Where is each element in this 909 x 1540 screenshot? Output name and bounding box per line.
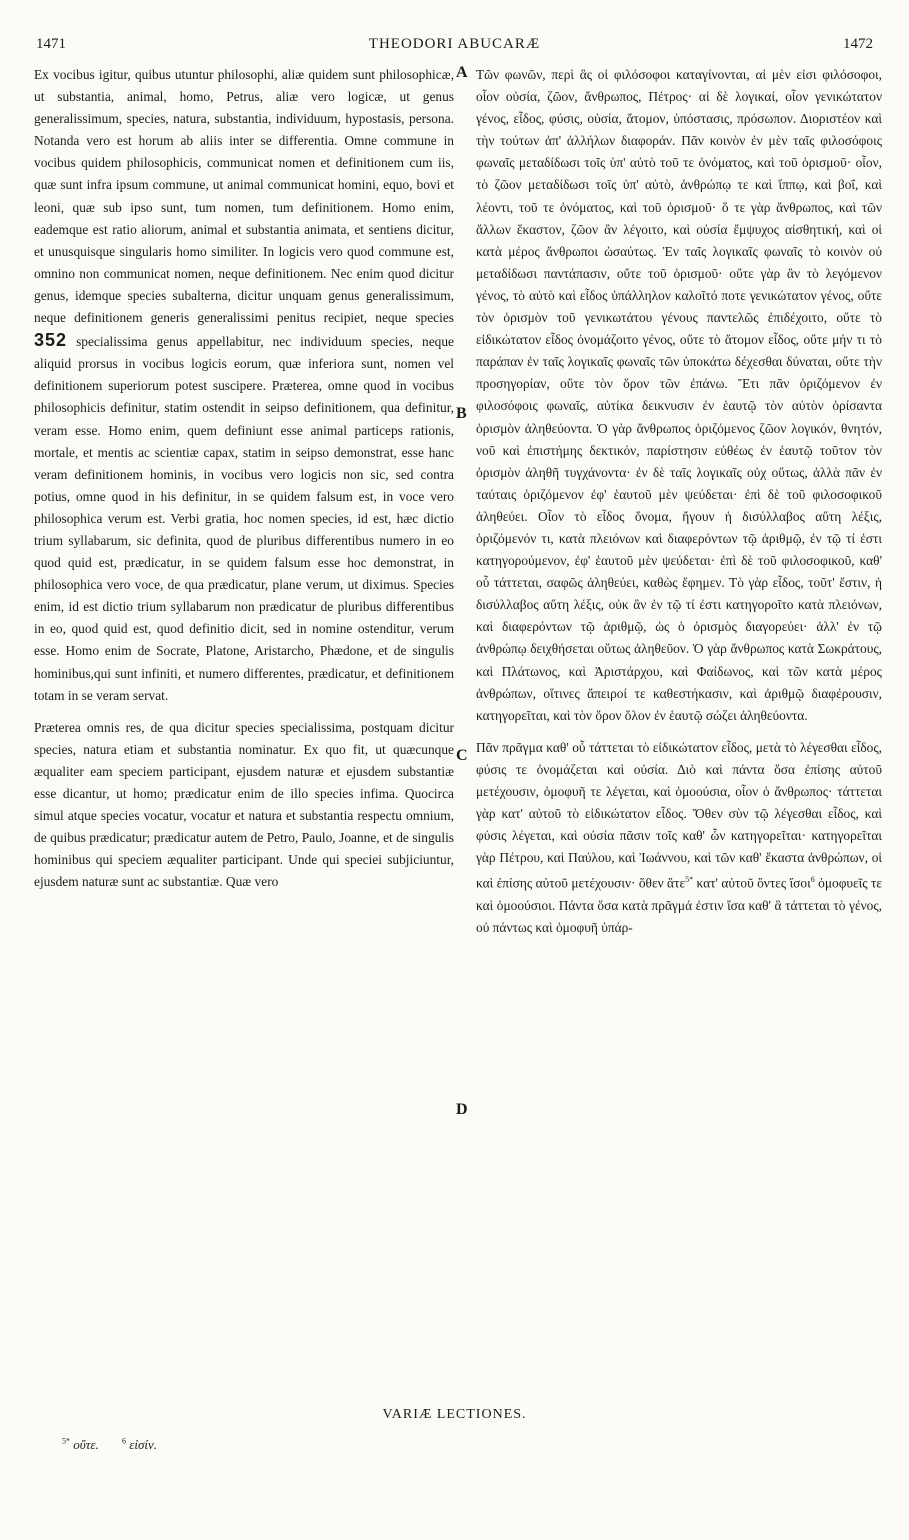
footnote-ref-5: 5*: [685, 875, 694, 885]
margin-marker-a: A: [456, 64, 468, 81]
latin-paragraph-2: Præterea omnis res, de qua dicitur species specialissima, postquam dicitur species, natura etiam et substantia nominatur. Ex quo fit, ut quæcunque æqualiter eam speciem participant, ejusdem naturæ et ejusdem substantiæ esse dicantur, ut homo; prædicatur enim de illo species infima. Quocirca simul atque species vocatur, vocatur et natura et substantia respectu omnium, de quibus prædicatur; prædicatur autem de Petro, Paulo, Joanne, et de singulis hominibus qui speciem æqualiter participant. Unde qui speciei subjiciuntur, ejusdem naturæ sunt ac substantiæ. Quæ vero: [34, 719, 454, 890]
running-title: THEODORI ABUCARÆ: [368, 36, 541, 52]
greek-paragraph-2-part-b: κατ' αὐτοῦ ὄντες ἴσοι: [696, 875, 811, 891]
variae-lectiones-title: VARIÆ LECTIONES.: [382, 1407, 527, 1422]
variant-note-2: [122, 1437, 157, 1452]
greek-paragraph-2-part-c: ὁμοφυεῖς τε καὶ ὁμοούσιοι. Πάντα ὅσα κατὰ πρᾶγμά ἐστιν ἴσα καθ' ἃ τάττεται τὸ γένος, οὐ πάντως καὶ ὁμοφυῆ ὑπάρ-: [476, 875, 882, 936]
greek-paragraph-2-part-a: Πᾶν πρᾶγμα καθ' οὗ τάττεται τὸ εἰδικώτατον εἶδος, μετὰ τὸ λέγεσθαι εἶδος, φύσις τε ὀνομάζεται καὶ οὐσία. Διὸ καὶ πάντα ὅσα ἐπίσης αὐτοῦ μετέχουσιν, ὁμοφυῆ τε λέγεται, καὶ ὁμοούσια, οἷον ὁ ἄνθρωπος· τάττεται γὰρ κατ' αὐτοῦ τὸ εἰδικώτατον εἶδος. Ὅθεν σὺν τῷ λέγεσθαι εἶδος, καὶ φύσις λέγεται, καὶ οὐσία πᾶσιν τοῖς καθ' ὧν κατηγορεῖται· κατηγορεῖται γὰρ Πέτρου, καὶ Παύλου, καὶ Ἰωάννου, καὶ τῶν καθ' ἕκαστα ἀνθρώπων, οἱ καὶ ἐπίσης αὐτοῦ μετέχουσιν· ὅθεν ἅτε: [476, 739, 882, 891]
margin-marker-b: B: [456, 405, 467, 422]
greek-column: [476, 64, 882, 939]
column-number: 352: [34, 330, 68, 351]
variae-lectiones-notes: [62, 1437, 177, 1453]
variant-note-1-text: οὔτε.: [73, 1437, 99, 1453]
latin-paragraph-1-part-a: Ex vocibus igitur, quibus utuntur philosophi, aliæ quidem sunt philosophicæ, ut substantia, animal, homo, Petrus, aliæ vero logicæ, ut genus generalissimum, species, natura, substantia, individuum, hypostasis, persona. Notanda vero est horum ab aliis inter se differentia. Omne commune in vocibus quidem philosophicis, communicat nomen et definitionem cum iis, quæ sunt infra ipsum commune, ut animal communicat homini, equo, bovi et leoni, quæ sub ipso sunt, tum nomen, tum definitionem. Homo enim, eademque est ratio aliorum, animal et substantia animata, et sentiens dicitur, et unusquisque singularis homo similiter. In logicis vero quod commune est, omnino non communicat nomen, neque definitionem. Nec enim quod dicitur genus, idemque species subalterna, dicitur unquam genus generalissimum, neque definitionem generis generalissimi penitus recipiet, neque species: [34, 67, 454, 326]
greek-paragraph-1: Τῶν φωνῶν, περὶ ἃς οἱ φιλόσοφοι καταγίνονται, αἱ μὲν εἰσι φιλόσοφοι, οἷον οὐσία, ζῶον, ἄνθρωπος, Πέτρος· αἱ δὲ λογικαί, οἷον γενικώτατον γένος, εἶδος, φύσις, οὐσία, ἄτομον, ὑπόστασις, πρόσωπον. Διοριστέον καὶ τὴν τούτων ἀπ' ἀλλήλων διαφοράν. Πᾶν κοινὸν ἐν μὲν ταῖς φιλοσόφοις φωναῖς μεταδίδωσι τοῖς ὑπ' αὐτὸ τοῦ τε ὀνόματος, καὶ τοῦ ὁρισμοῦ· οἷον, τὸ ζῶον μεταδίδωσι τοῖς ὑπ' αὐτὸ, ἀνθρώπῳ τε καὶ ἵππῳ, καὶ βοΐ, καὶ λέοντι, τοῦ τε ὀνόματος, καὶ τοῦ ὁρισμοῦ· ὅ τε γὰρ ἄνθρωπος, καὶ τῶν ἄλλων ἕκαστον, ζῶον ἂν λέγοιτο, καὶ οὐσία ἔμψυχος αἰσθητική, καὶ οἱ κατὰ μέρος ἄνθρωποι ὡσαύτως. Ἐν ταῖς λογικαῖς φωναῖς τὸ κοινὸν οὐ μεταδίδωσι παντάπασιν, οὔτε τοῦ ὁρισμοῦ· οὔτε γὰρ ἂν τὸ λεγόμενον γένος, τὸ αὐτὸ καὶ εἶδος ὑπάλληλον καλοῖτό ποτε γενικώτατον γένος, οὔτε τὸν ὁρισμὸν τοῦ γενικωτάτου γένους παντελῶς ἐπιδέχοιτο, οὔτε τὸ εἰδικώτατον εἶδος ὀνομάζοιτο γένος, οὔτε τὸ ἄτομον εἶδος, οὔτε μήν τι τὸ παράπαν ἐν ταῖς λογικαῖς φωναῖς τῶν ὑποκάτω δέχεσθαι δύναται, οὔτε τὴν προσηγορίαν, οὔτε τὸν ὅρον τῶν ἐπάνω. Ἔτι πᾶν ὁριζόμενον ἐν φιλοσόφοις φωναῖς, αὐτίκα δεικνυσιν ἐν ἑαυτῷ τὸν αὐτὸν ὁρίσαντα ὁρισμὸν ἀληθεύοντα. Ὁ γὰρ ἄνθρωπος ὁριζόμενος ζῶον λογικόν, θνητόν, νοῦ καὶ ἐπιστήμης δεκτικόν, παρίστησιν εὐθέως ἐν ἑαυτῷ τοῦτον τὸν ὁρισμὸν ἀληθῆ τυγχάνοντα· ἐν δὲ ταῖς λογικαῖς οὐχ οὕτως, ἀλλὰ πᾶν ἐν ταύταις ὁριζόμενον ἐφ' ἑαυτοῦ μὲν ψεύδεται· ἐπὶ δὲ τοῦ φιλοσοφικοῦ ἀληθεύει. Οἷον τὸ εἶδος ὄνομα, ἤγουν ἡ δισύλλαβος αὕτη λέξις, ὁριζόμενόν τι, κατὰ πλειόνων καὶ διαφερόντων τῷ ἀριθμῷ, ἐν τῷ τί ἐστι κατηγορούμενον, ἐφ' ἑαυτοῦ μὲν ψεύδεται· ἐπὶ δὲ τοῦ φιλοσοφικοῦ, καθ' οὗ τάττεται, σαφῶς ἀληθεύει, καθὼς ἔφημεν. Τὸ γὰρ εἶδος, τοῦτ' ἔστιν, ἡ δισύλλαβος αὕτη λέξις, οὐκ ἂν ἐν τῷ τί ἐστι κατηγοροῖτο κατὰ πλειόνων, καὶ διαφερόντων τῷ ἀριθμῷ, ὡς ὁ ὁρισμὸς διαγορεύει· ἀλλ' ἐν τῷ ἀνθρώπῳ δειχθήσεται οὕτως ἀληθεῦον. Ὁ γὰρ ἄνθρωπος κατὰ Σωκράτους, καὶ Πλάτωνος, καὶ Ἀριστάρχου, καὶ Φαίδωνος, καὶ τῶν κατὰ μέρος ἀνθρώπων, οἵτινες ἄπειροί τε καθεστήκασιν, καὶ ἀριθμῷ διαφέρουσιν, κατηγορεῖται, καὶ τὸν ὅρον ὅλον ἐν ἑαυτῷ σώζει ἀληθεύοντα.: [476, 67, 882, 723]
page-number-right: 1472: [843, 36, 873, 52]
margin-marker-d: D: [456, 1101, 468, 1118]
greek-paragraph-2: [476, 737, 882, 939]
variant-note-2-text: εἰσίν.: [129, 1437, 158, 1453]
latin-paragraph-1: [34, 64, 454, 707]
latin-column: [34, 64, 454, 893]
variant-note-1: [62, 1437, 99, 1452]
variant-note-1-mark: 5*: [62, 1437, 70, 1446]
running-header: [0, 36, 909, 60]
page-number-left: 1471: [36, 36, 66, 52]
footnote-ref-6: 6: [810, 875, 815, 885]
latin-paragraph-1-part-b: specialissima genus appellabitur, nec individuum species, neque aliquid prorsus in vocibus logicis eorum, quæ inferiora sunt, nomen vel definitionem superiorum potest suscipere. Præterea, omne quod in vocibus philosophicis definitur, statim ostendit in seipso definitionem, qua definitur, veram esse. Homo enim, quem definiunt esse animal particeps rationis, mortale, et mentis ac scientiæ capax, statim in seipso demonstrat, esse hanc veram definitionem hominis, in vocibus vero logicis non sic, sed contra potius, omne quod in his definitur, in se quidem falsum est, in voce vero philosophica verum est. Verbi gratia, hoc nomen species, id est, hæc dictio trium syllabarum, sic definita, quod de pluribus differentibus numero in eo quod quid est, prædicatur, in se quidem falsum esse hoc demonstrat, in philosophica vero voce, de qua prædicatur, plane verum, ut diximus. Species enim, id est dictio trium syllabarum non prædicatur de pluribus differentibus in eo, quod quid est, quod definitio dicit, sed in nomine ostenditur, verum esse. Homo enim de Socrate, Platone, Aristarcho, Phædone, et de singulis hominibus,qui sunt infiniti, et numero differentes, prædicatur, et definitionem totam in se veram servat.: [34, 334, 454, 703]
margin-marker-c: C: [456, 747, 468, 764]
variant-note-2-mark: 6: [122, 1437, 126, 1446]
